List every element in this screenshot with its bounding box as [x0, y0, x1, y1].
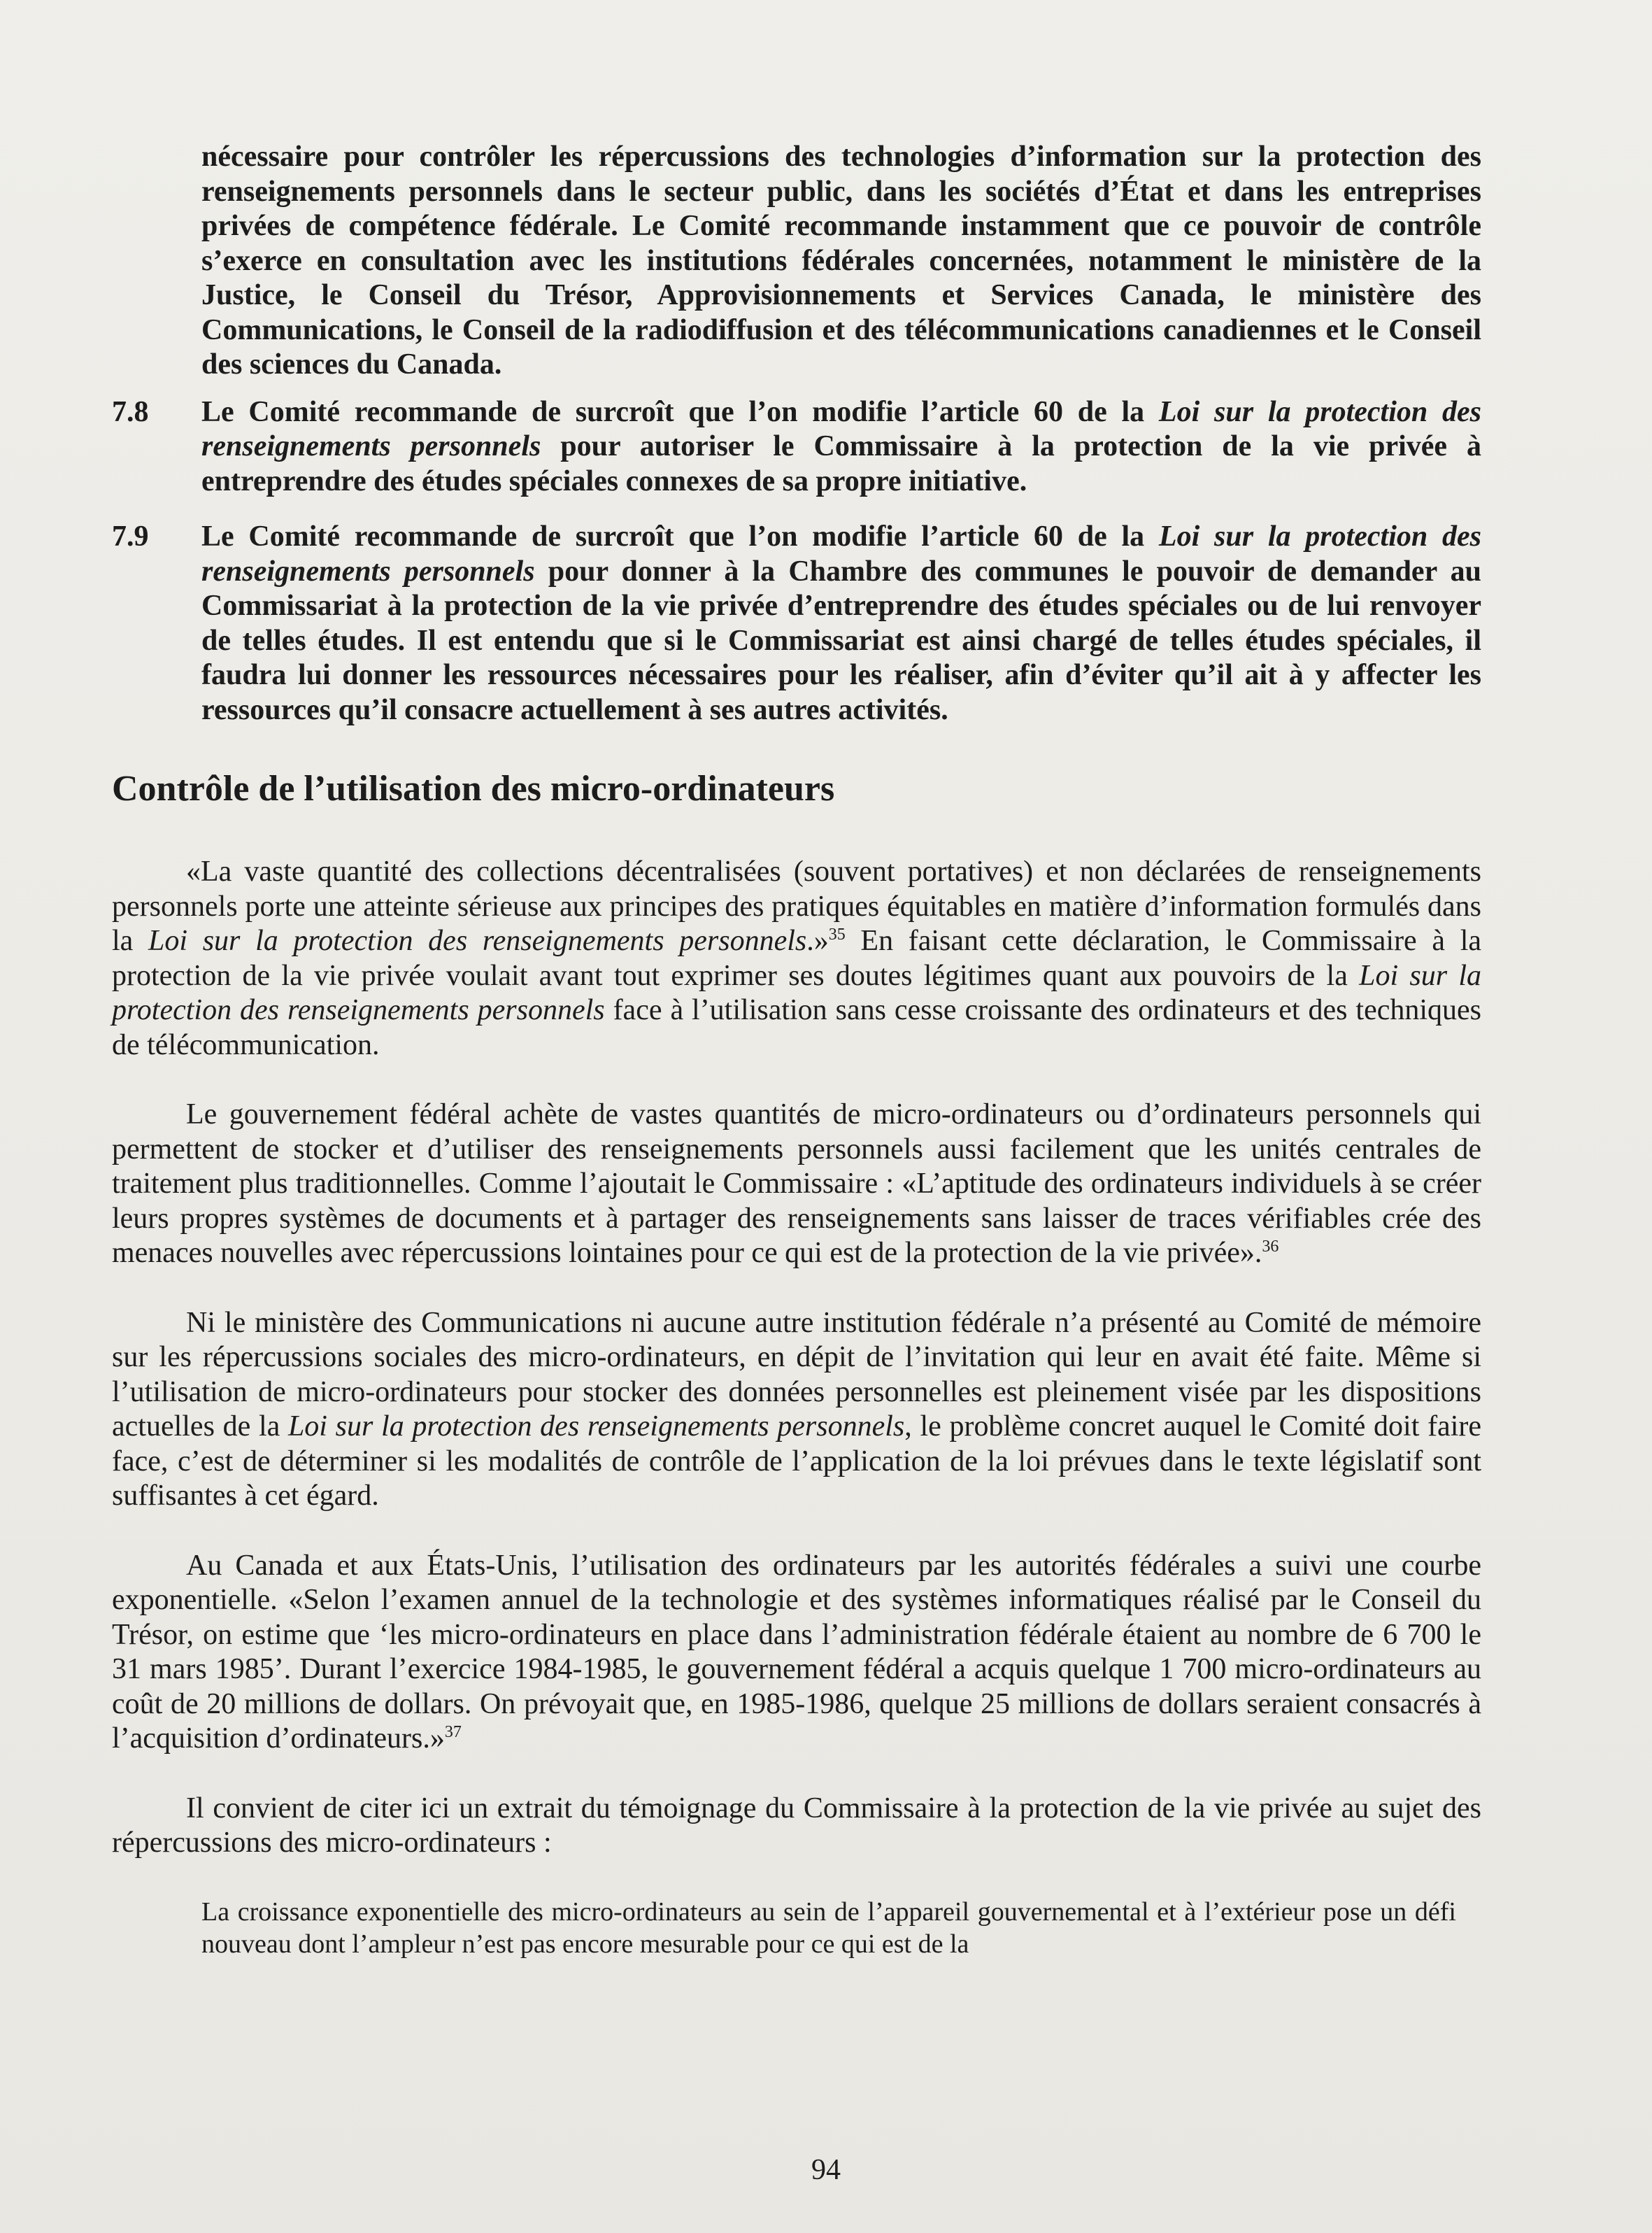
- paragraph: Il convient de citer ici un extrait du témoignage du Commissaire à la protection de la vie privée au sujet des répercussions des micro-ordinateurs :: [112, 1792, 1481, 1859]
- paragraph: [112, 1098, 1481, 1271]
- footnote-ref: 36: [1262, 1238, 1279, 1256]
- section-heading: Contrôle de l’utilisation des micro-ordinateurs: [112, 769, 835, 809]
- recommendation-number: 7.8: [112, 395, 149, 428]
- recommendation-7-8: [112, 395, 1481, 499]
- law-title: Loi sur la protection des renseignements personnels: [201, 520, 1481, 588]
- recommendation-text: [201, 520, 1481, 728]
- paragraph: [112, 1549, 1481, 1757]
- text-span: , le problème concret auquel le Comité doit faire face, c’est de déterminer si les modalités de contrôle de l’application de la loi prévues dans le texte législatif sont suffisantes à cet égard.: [112, 1410, 1481, 1512]
- text-span: «La vaste quantité des collections décentralisées (souvent portatives) et non déclarées de renseignements personnels porte une atteinte sérieuse aux principes des pratiques équitables en matière d’information formulés dans la: [112, 856, 1481, 957]
- text-span: Le Comité recommande de surcroît que l’on modifie l’article 60 de la: [201, 520, 1159, 553]
- text-span: pour donner à la Chambre des communes le pouvoir de demander au Commissariat à la protection de la vie privée d’entreprendre des études spéciales ou de lui renvoyer de telles études. Il est entendu que si le Commissariat est ainsi chargé de telles études spéciales, il faudra lui donner les ressources nécessaires pour les réaliser, afin d’éviter qu’il ait à y affecter les ressources qu’il consacre actuellement à ses autres activités.: [201, 555, 1481, 726]
- text-span: Au Canada et aux États-Unis, l’utilisation des ordinateurs par les autorités fédérales a suivi une courbe exponentielle. «Selon l’examen annuel de la technologie et des systèmes informatiques réalisé par le Conseil du Trésor, on estime que ‘les micro-ordinateurs en place dans l’administration fédérale étaient au nombre de 6 700 le 31 mars 1985’. Durant l’exercice 1984-1985, le gouvernement fédéral a acquis quelque 1 700 micro-ordinateurs au coût de 20 millions de dollars. On prévoyait que, en 1985-1986, quelque 25 millions de dollars seraient consacrés à l’acquisition d’ordinateurs.»: [112, 1549, 1481, 1754]
- recommendation-continuation-text: nécessaire pour contrôler les répercussions des technologies d’information sur la protection des renseignements personnels dans le secteur public, dans les sociétés d’État et dans les entreprises privées de compétence fédérale. Le Comité recommande instamment que ce pouvoir de contrôle s’exerce en consultation avec les institutions fédérales concernées, notamment le ministère de la Justice, le Conseil du Trésor, Approvisionnements et Services Canada, le ministère des Communications, le Conseil de la radiodiffusion et des télécommunications canadiennes et le Conseil des sciences du Canada.: [201, 141, 1481, 381]
- text-span: face à l’utilisation sans cesse croissante des ordinateurs et des techniques de télécommunication.: [112, 994, 1482, 1061]
- law-title: Loi sur la protection des renseignements personnels: [148, 925, 807, 957]
- text-span: .»: [806, 925, 829, 957]
- law-title: Loi sur la protection des renseignements personnels: [287, 1410, 905, 1442]
- block-quote: La croissance exponentielle des micro-ordinateurs au sein de l’appareil gouvernemental et à l’extérieur pose un défi nouveau dont l’ampleur n’est pas encore mesurable pour ce qui est de la: [201, 1897, 1456, 1959]
- text-span: En faisant cette déclaration, le Commissaire à la protection de la vie privée voulait avant tout exprimer ses doutes légitimes quant aux pouvoirs de la: [112, 925, 1482, 992]
- text-span: pour autoriser le Commissaire à la protection de la vie privée à entreprendre des études spéciales connexes de sa propre initiative.: [201, 430, 1481, 497]
- footnote-ref: 37: [444, 1723, 462, 1741]
- document-body: [112, 140, 1481, 1960]
- recommendation-continuation: [201, 140, 1481, 383]
- footnote-ref: 35: [828, 926, 846, 944]
- text-span: Le Comité recommande de surcroît que l’on modifie l’article 60 de la: [201, 395, 1159, 428]
- law-title: Loi sur la protection des renseignements personnels: [112, 959, 1481, 1026]
- page-number: 94: [811, 2154, 841, 2186]
- recommendation-7-9: [112, 520, 1481, 728]
- law-title: Loi sur la protection des renseignements personnels: [201, 395, 1481, 462]
- paragraph: [112, 855, 1481, 1063]
- paragraph: [112, 1306, 1481, 1514]
- recommendation-number: 7.9: [112, 520, 149, 553]
- text-span: Le gouvernement fédéral achète de vastes quantités de micro-ordinateurs ou d’ordinateurs personnels qui permettent de stocker et d’utiliser des renseignements personnels aussi facilement que les unités centrales de traitement plus traditionnelles. Comme l’ajoutait le Commissaire : «L’aptitude des ordinateurs individuels à se créer leurs propres systèmes de documents et à partager des renseignements sans laisser de traces vérifiables crée des menaces nouvelles avec répercussions lointaines pour ce qui est de la protection de la vie privée».: [112, 1098, 1481, 1269]
- recommendation-text: [201, 395, 1481, 499]
- text-span: Ni le ministère des Communications ni aucune autre institution fédérale n’a présenté au Comité de mémoire sur les répercussions sociales des micro-ordinateurs, en dépit de l’invitation qui leur en avait été faite. Même si l’utilisation de micro-ordinateurs pour stocker des données personnelles est pleinement visée par les dispositions actuelles de la: [112, 1306, 1481, 1442]
